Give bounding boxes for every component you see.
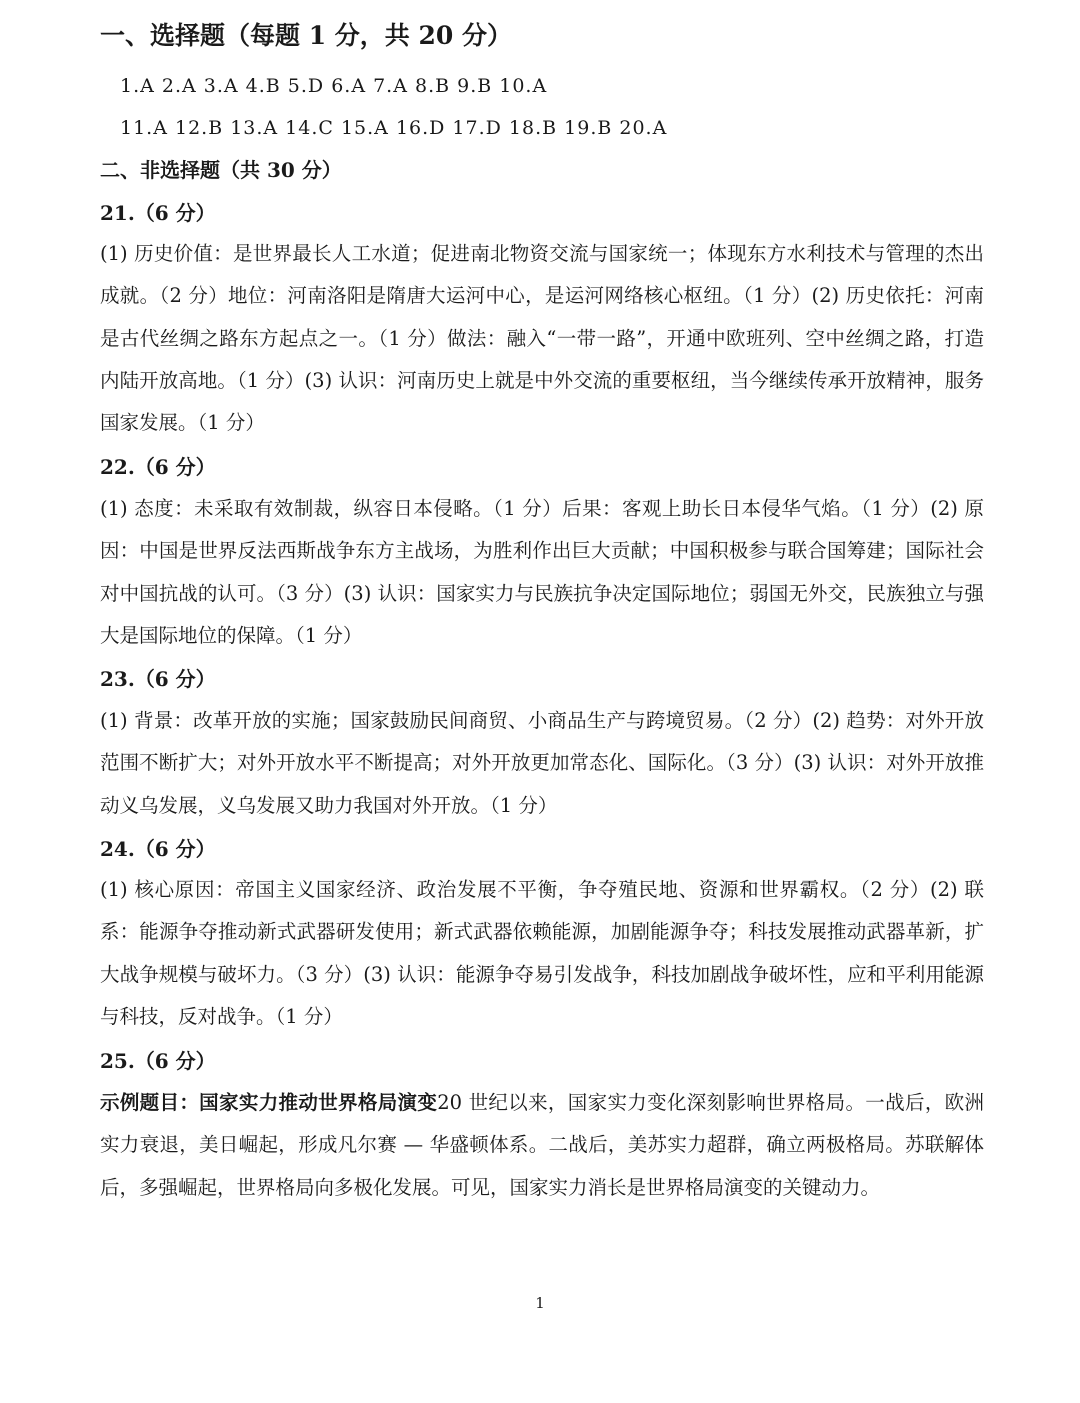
- q24-heading: 24.（6 分）: [100, 837, 216, 861]
- q23-heading: 23.（6 分）: [100, 667, 216, 691]
- q22-answer: (1) 态度：未采取有效制裁，纵容日本侵略。（1 分）后果：客观上助长日本侵华气焰。（1 分）(2) 原因：中国是世界反法西斯战争东方主战场，为胜利作出巨大贡献；中国积极参与联合国筹建；国际社会对中国抗战的认可。（3 分）(3) 认识：国家实力与民族抗争决定国际地位；弱国无外交，民族独立与强大是国际地位的保障。（1 分）: [100, 497, 984, 647]
- mc-answers-row-2: 11.A 12.B 13.A 14.C 15.A 16.D 17.D 18.B 19.B 20.A: [120, 117, 668, 139]
- q21-heading: 21.（6 分）: [100, 201, 216, 225]
- q25-essay-text: 20 世纪以来，国家实力变化深刻影响世界格局。一战后，欧洲实力衰退，美日崛起，形成凡尔赛 — 华盛顿体系。二战后，美苏实力超群，确立两极格局。苏联解体后，多强崛起，世界格局向多极化发展。可见，国家实力消长是世界格局演变的关键动力。: [100, 1091, 984, 1199]
- q25-answer: [100, 1082, 984, 1209]
- q25-heading: 25.（6 分）: [100, 1049, 216, 1073]
- section-1-title: 一、选择题（每题 1 分，共 20 分）: [100, 21, 513, 50]
- q25-example-label: 示例题目：国家实力推动世界格局演变: [100, 1091, 438, 1114]
- q24-answer: (1) 核心原因：帝国主义国家经济、政治发展不平衡，争夺殖民地、资源和世界霸权。（2 分）(2) 联系：能源争夺推动新式武器研发使用；新式武器依赖能源，加剧能源争夺；科技发展推动武器革新，扩大战争规模与破坏力。（3 分）(3) 认识：能源争夺易引发战争，科技加剧战争破坏性，应和平利用能源与科技，反对战争。（1 分）: [100, 878, 984, 1028]
- page-number: 1: [535, 1294, 545, 1312]
- section-2-title: 二、非选择题（共 30 分）: [100, 158, 342, 182]
- q22-heading: 22.（6 分）: [100, 455, 216, 479]
- q21-answer: (1) 历史价值：是世界最长人工水道；促进南北物资交流与国家统一；体现东方水利技术与管理的杰出成就。（2 分）地位：河南洛阳是隋唐大运河中心，是运河网络核心枢纽。（1 分）(2) 历史依托：河南是古代丝绸之路东方起点之一。（1 分）做法：融入“一带一路”，开通中欧班列、空中丝绸之路，打造内陆开放高地。（1 分）(3) 认识：河南历史上就是中外交流的重要枢纽，当今继续传承开放精神，服务国家发展。（1 分）: [100, 242, 984, 435]
- q23-answer: (1) 背景：改革开放的实施；国家鼓励民间商贸、小商品生产与跨境贸易。（2 分）(2) 趋势：对外开放范围不断扩大；对外开放水平不断提高；对外开放更加常态化、国际化。（3 分）(3) 认识：对外开放推动义乌发展，义乌发展又助力我国对外开放。（1 分）: [100, 709, 984, 817]
- mc-answers-row-1: 1.A 2.A 3.A 4.B 5.D 6.A 7.A 8.B 9.B 10.A: [120, 75, 548, 97]
